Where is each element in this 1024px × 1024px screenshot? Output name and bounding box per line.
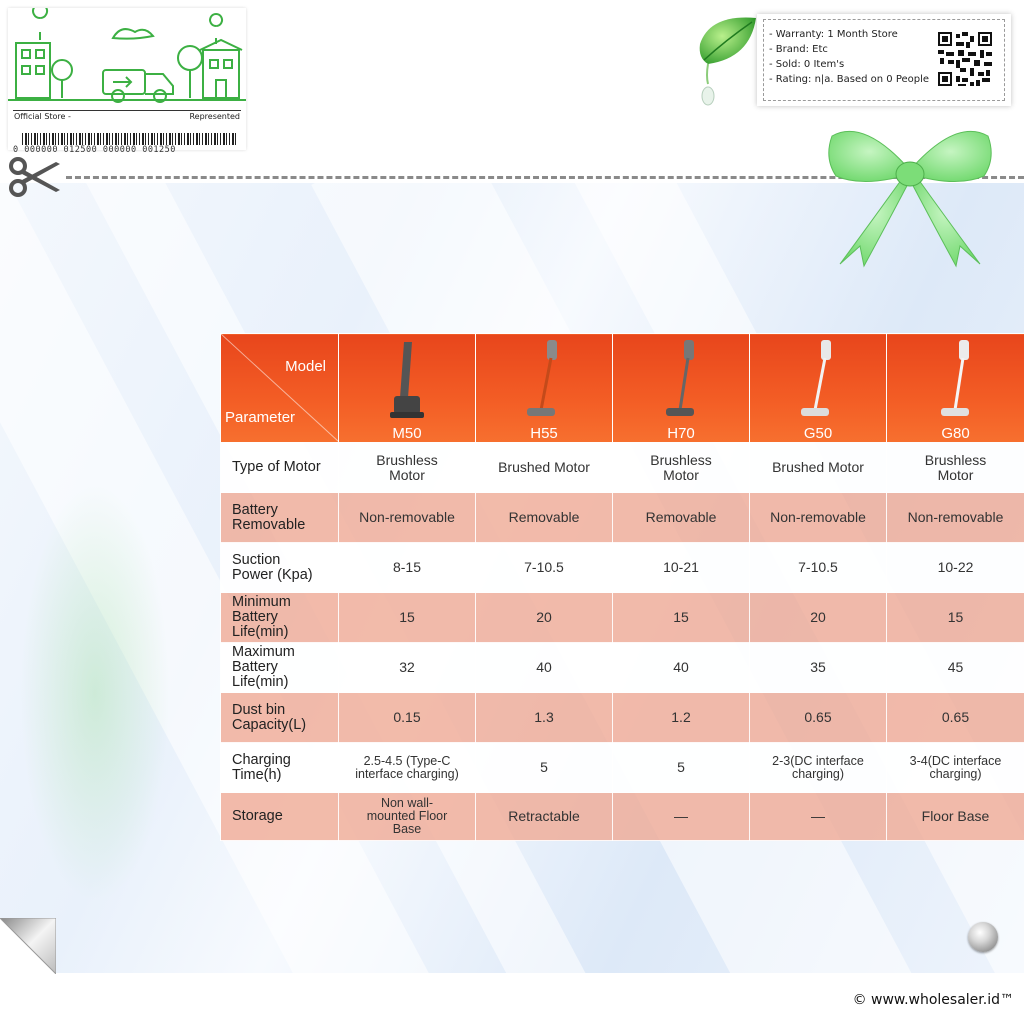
table-row <box>221 443 1024 493</box>
barcode-number: 0 000000 012500 000000 001250 <box>13 145 176 155</box>
value-cell: 10-21 <box>613 543 750 593</box>
value-cell: Non-removable <box>750 493 887 543</box>
corner-header <box>221 334 339 443</box>
pin-icon <box>968 922 998 952</box>
divider <box>13 110 241 111</box>
model-label: Model <box>285 358 326 375</box>
value-cell: 8-15 <box>339 543 476 593</box>
table-row <box>221 593 1024 643</box>
page-fold-icon <box>0 918 56 974</box>
value-cell: — <box>750 793 887 841</box>
parameter-label: Parameter <box>225 409 296 426</box>
parameter-cell: Suction Power (Kpa) <box>221 543 339 593</box>
value-cell: Non-removable <box>887 493 1024 543</box>
green-glow <box>20 483 170 903</box>
stick-vacuum-icon <box>933 338 979 420</box>
brand-text: - Brand: Etc <box>769 44 828 55</box>
sold-text: - Sold: 0 Item's <box>769 59 845 70</box>
bow-icon <box>824 118 996 268</box>
value-cell: 35 <box>750 643 887 693</box>
value-cell: Non-removable <box>339 493 476 543</box>
parameter-cell: Charging Time(h) <box>221 743 339 793</box>
value-cell: 15 <box>339 593 476 643</box>
value-cell: 5 <box>476 743 613 793</box>
value-cell: 7-10.5 <box>750 543 887 593</box>
table-row <box>221 793 1024 841</box>
parameter-cell: Maximum Battery Life(min) <box>221 643 339 693</box>
value-cell: 1.3 <box>476 693 613 743</box>
model-header <box>750 334 887 443</box>
value-cell: Brushless Motor <box>339 443 476 493</box>
value-cell: 0.15 <box>339 693 476 743</box>
value-cell: 45 <box>887 643 1024 693</box>
stick-vacuum-icon <box>795 338 841 420</box>
value-cell: 20 <box>476 593 613 643</box>
model-header <box>613 334 750 443</box>
value-cell: Removable <box>476 493 613 543</box>
model-name: G50 <box>803 425 833 442</box>
store-label <box>8 8 246 155</box>
table-row <box>221 643 1024 693</box>
value-cell: Floor Base <box>887 793 1024 841</box>
value-cell: 0.65 <box>750 693 887 743</box>
header-row <box>221 334 1024 443</box>
scissors-icon <box>6 154 62 200</box>
value-cell: 10-22 <box>887 543 1024 593</box>
value-cell: Non wall-mounted Floor Base <box>339 793 476 841</box>
value-cell: Removable <box>613 493 750 543</box>
value-cell: 40 <box>476 643 613 693</box>
model-header <box>476 334 613 443</box>
value-cell: — <box>613 793 750 841</box>
model-name: H70 <box>667 425 695 442</box>
comparison-table <box>220 333 1024 841</box>
value-cell: 40 <box>613 643 750 693</box>
table-row <box>221 493 1024 543</box>
barcode <box>22 133 236 145</box>
table-row <box>221 743 1024 793</box>
value-cell: Brushed Motor <box>750 443 887 493</box>
model-header <box>887 334 1024 443</box>
rating-text: - Rating: n|a. Based on 0 People <box>769 74 930 85</box>
parameter-cell: Type of Motor <box>221 443 339 493</box>
qr-code-icon <box>936 30 994 88</box>
value-cell: 0.65 <box>887 693 1024 743</box>
model-header <box>339 334 476 443</box>
parameter-cell: Dust bin Capacity(L) <box>221 693 339 743</box>
table-row <box>221 543 1024 593</box>
value-cell: 7-10.5 <box>476 543 613 593</box>
value-cell: 3-4(DC interface charging) <box>887 743 1024 793</box>
value-cell: 20 <box>750 593 887 643</box>
model-name: H55 <box>530 425 558 442</box>
city-delivery-illustration <box>8 8 246 108</box>
stick-vacuum-icon <box>521 338 567 420</box>
value-cell: 15 <box>613 593 750 643</box>
represented-label: Represented <box>189 112 240 121</box>
value-cell: 32 <box>339 643 476 693</box>
leaf-icon <box>690 14 760 114</box>
table-row <box>221 693 1024 743</box>
warranty-text: - Warranty: 1 Month Store <box>769 29 898 40</box>
copyright-text: © www.wholesaler.id™ <box>852 992 1014 1008</box>
value-cell: Brushless Motor <box>887 443 1024 493</box>
stick-vacuum-icon <box>658 338 704 420</box>
value-cell: 2.5-4.5 (Type-C interface charging) <box>339 743 476 793</box>
value-cell: 15 <box>887 593 1024 643</box>
value-cell: 2-3(DC interface charging) <box>750 743 887 793</box>
parameter-cell: Storage <box>221 793 339 841</box>
official-store-label: Official Store - <box>14 112 71 121</box>
value-cell: Brushed Motor <box>476 443 613 493</box>
parameter-cell: Minimum Battery Life(min) <box>221 593 339 643</box>
value-cell: Retractable <box>476 793 613 841</box>
info-list <box>769 27 929 87</box>
model-name: M50 <box>392 425 422 442</box>
model-name: G80 <box>941 425 970 442</box>
parameter-cell: Battery Removable <box>221 493 339 543</box>
value-cell: Brushless Motor <box>613 443 750 493</box>
value-cell: 5 <box>613 743 750 793</box>
handheld-vacuum-icon <box>384 338 430 420</box>
value-cell: 1.2 <box>613 693 750 743</box>
